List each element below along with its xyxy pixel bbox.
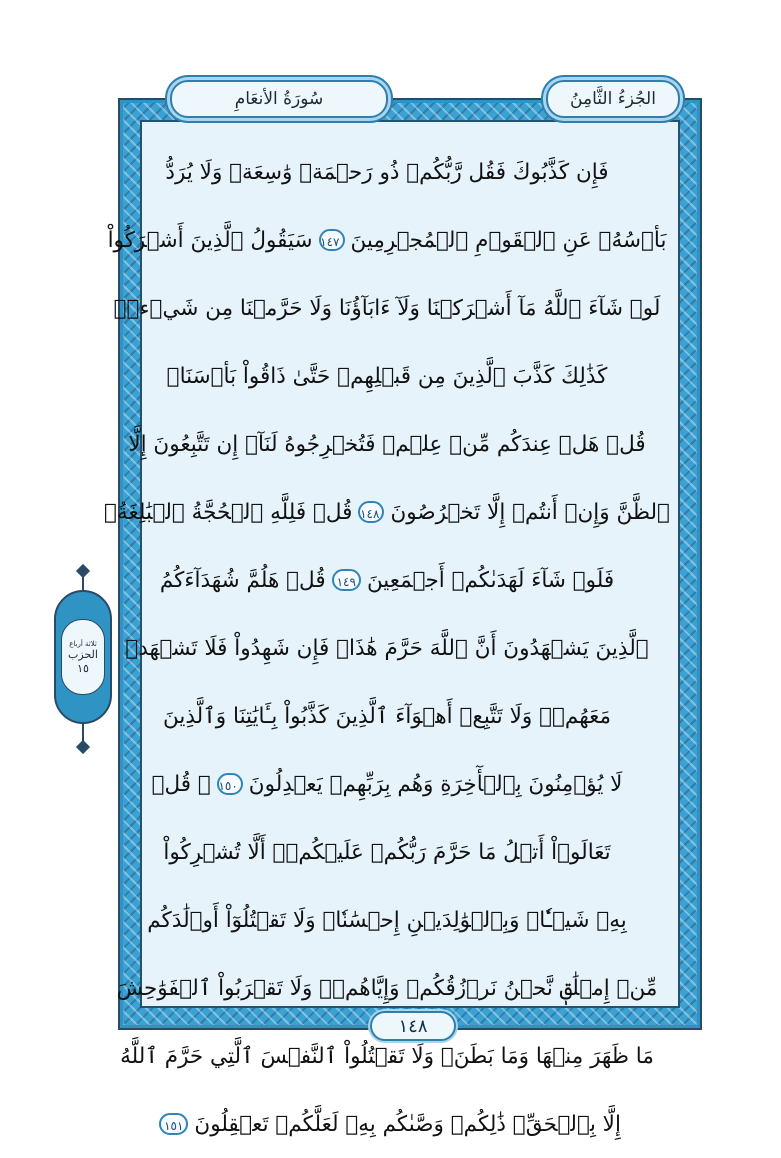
verse-text: ۞ قُلۡ [151,771,211,797]
verse-text: مِّنۡ إِمۡلَٰقٖ نَّحۡنُ نَرۡزُقُكُمۡ وَإِيَّاهُمۡۖ وَلَا تَقۡرَبُواْ ٱلۡفَوَٰحِشَ [116,975,658,1001]
surah-name: سُورَةُ الأنعَامِ [234,89,324,109]
text-line [152,750,622,818]
hizb-marker [54,590,112,724]
ayah-number-marker: ١٤٩ [332,569,361,591]
hizb-number: ١٥ [77,661,89,675]
verse-text: كَذَٰلِكَ كَذَّبَ ٱلَّذِينَ مِن قَبۡلِهِمۡ حَتَّىٰ ذَاقُواْ بَأۡسَنَاۗ [166,363,608,389]
verse-text: ٱلَّذِينَ يَشۡهَدُونَ أَنَّ ٱللَّهَ حَرَّمَ هَٰذَاۖ فَإِن شَهِدُواْ فَلَا تَشۡهَدۡ [125,635,649,661]
ayah-number-marker: ١٥٠ [217,773,243,795]
verse-text: قُلۡ هَلُمَّ شُهَدَآءَكُمُ [159,567,326,593]
juz-name-header [546,80,680,118]
juz-name: الجُزءُ الثَّامِنُ [570,89,656,109]
ayah-number-marker: ١٤٨ [358,501,384,523]
verse-text: إِلَّا بِٱلۡحَقِّۚ ذَٰلِكُمۡ وَصَّىٰكُم بِهِۦ لَعَلَّكُمۡ تَعۡقِلُونَ [194,1111,621,1137]
verse-text: بِهِۦ شَيۡـٔٗاۖ وَبِٱلۡوَٰلِدَيۡنِ إِحۡسَٰنٗاۖ وَلَا تَقۡتُلُوٓاْ أَوۡلَٰدَكُم [147,907,627,933]
verse-text: مَعَهُمۡۚ وَلَا تَتَّبِعۡ أَهۡوَآءَ ٱلَّذِينَ كَذَّبُواْ بِـَٔايَٰتِنَا وَٱلَّذِينَ [163,703,611,729]
ayah-number-marker: ١٤٧ [319,229,345,251]
text-line [152,1090,622,1158]
text-line [113,274,661,342]
text-line [125,614,649,682]
surah-name-header [170,80,388,118]
hizb-label: الحزب [68,647,98,661]
page-number [370,1011,456,1041]
text-line [152,818,622,886]
page-number-text: ١٤٨ [398,1015,428,1037]
verse-text: ٱلظَّنَّ وَإِنۡ أَنتُمۡ إِلَّا تَخۡرُصُونَ [390,499,670,525]
verse-text: مَا ظَهَرَ مِنۡهَا وَمَا بَطَنَۖ وَلَا تَقۡتُلُواْ ٱلنَّفۡسَ ٱلَّتِي حَرَّمَ ٱللَّهُ [120,1043,654,1069]
ayah-number-marker: ١٥١ [159,1113,188,1135]
hizb-medallion [61,619,105,695]
text-line [152,138,622,206]
text-line [152,546,622,614]
text-line [107,206,667,274]
verse-text: لَا يُؤۡمِنُونَ بِٱلۡأٓخِرَةِ وَهُم بِرَبِّهِمۡ يَعۡدِلُونَ [248,771,623,797]
verse-text: فَإِن كَذَّبُوكَ فَقُل رَّبُّكُمۡ ذُو رَحۡمَةٖ وَٰسِعَةٖ وَلَا يُرَدُّ [165,159,609,185]
verse-text: سَيَقُولُ ٱلَّذِينَ أَشۡرَكُواْ [107,227,313,253]
text-line [147,886,627,954]
verse-text: تَعَالَوۡاْ أَتۡلُ مَا حَرَّمَ رَبُّكُمۡ عَلَيۡكُمۡۖ أَلَّا تُشۡرِكُواْ [163,839,611,865]
text-line [152,682,622,750]
hizb-ornament-bottom [76,740,90,754]
verse-text: قُلۡ فَلِلَّهِ ٱلۡحُجَّةُ ٱلۡبَٰلِغَةُۖ [104,499,353,525]
verse-text: لَوۡ شَآءَ ٱللَّهُ مَآ أَشۡرَكۡنَا وَلَآ ءَابَآؤُنَا وَلَا حَرَّمۡنَا مِن شَيۡءٖۚ [113,295,661,321]
quran-text [104,138,670,1158]
verse-text: بَأۡسُهُۥ عَنِ ٱلۡقَوۡمِ ٱلۡمُجۡرِمِينَ [350,227,667,253]
verse-text: فَلَوۡ شَآءَ لَهَدَىٰكُمۡ أَجۡمَعِينَ [366,567,615,593]
hizb-fraction: ثلاثة أرباع [69,639,97,648]
text-line [128,410,646,478]
text-line [104,478,670,546]
text-line [152,342,622,410]
verse-text: قُلۡ هَلۡ عِندَكُم مِّنۡ عِلۡمٖ فَتُخۡرِجُوهُ لَنَآۖ إِن تَتَّبِعُونَ إِلَّا [128,431,646,457]
